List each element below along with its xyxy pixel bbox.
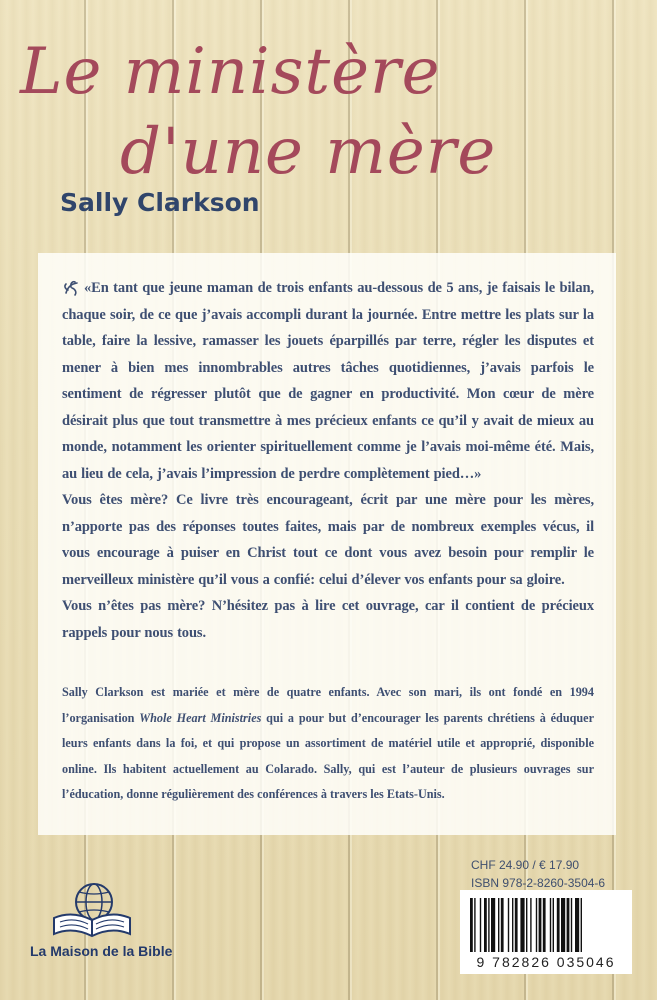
barcode-digits: 9 782826 035046 (476, 954, 616, 970)
barcode-panel (460, 890, 632, 974)
title-line-1: Le ministère (20, 35, 441, 109)
open-book-globe-icon (52, 880, 132, 942)
author-bio (62, 680, 594, 808)
quote-paragraph (62, 275, 594, 487)
title-line-2: d'une mère (120, 115, 497, 189)
quote-text: «En tant que jeune maman de trois enfants au-dessous de 5 ans, je faisais le bilan, chaque soir, de ce que j’avais accompli durant la journée. Entre mettre les plats sur la table, faire la lessive, ramasser les jouets éparpillés par terre, régler les disputes et mener à bien mes innombrables autres tâches quotidiennes, j’avais parfois le sentiment de régresser plutôt que de gagner en productivité. Mon cœur de mère désirait plus que tout transmettre à mes précieux enfants ce qu’il y avait de mieux au monde, notamment les orienter spirituellement comme je l’avais moi-même été. Mais, au lieu de cela, j’avais l’impression de perdre complètement pied…» (62, 280, 594, 482)
price-isbn-block (471, 856, 605, 892)
price-label: CHF 24.90 / € 17.90 (471, 858, 580, 872)
bio-organization-name: Whole Heart Ministries (139, 710, 262, 725)
paragraph-mothers: Vous êtes mère? Ce livre très encourageant, écrit par une mère pour les mères, n’apporte pas des réponses toutes faites, mais par de nombreux exemples vécus, il vous encourage à puiser en Christ tout ce dont vous avez besoin pour remplir le merveilleux ministère qu’il vous a confié: celui d’élever vos enfants pour sa gloire. (62, 492, 594, 588)
bio-text-end: qui a pour but d’encourager les parents chrétiens à éduquer leurs enfants dans la foi, et qui propose un assortiment de matériel utile et approprié, disponible online. Ils habitent actuellement au Colarado. Sally, qui est l’auteur de plusieurs ouvrages sur l’éducation, donne régulièrement des conférences à travers les Etats-Unis. (62, 710, 594, 801)
flourish-ornament-icon (62, 278, 82, 298)
publisher-name: La Maison de la Bible (30, 943, 173, 959)
bio-text-start: Sally Clarkson est mariée et mère de quatre enfants. Avec son mari, ils ont fondé en 1994 l’organisation (62, 685, 594, 725)
author-name: Sally Clarkson (60, 188, 260, 217)
barcode-icon (468, 898, 624, 954)
back-cover-text-panel (38, 253, 616, 835)
isbn-label: ISBN 978-2-8260-3504-6 (471, 876, 606, 890)
paragraph-non-mothers: Vous n’êtes pas mère? N’hésitez pas à lire cet ouvrage, car il contient de précieux rappels pour nous tous. (62, 598, 594, 641)
